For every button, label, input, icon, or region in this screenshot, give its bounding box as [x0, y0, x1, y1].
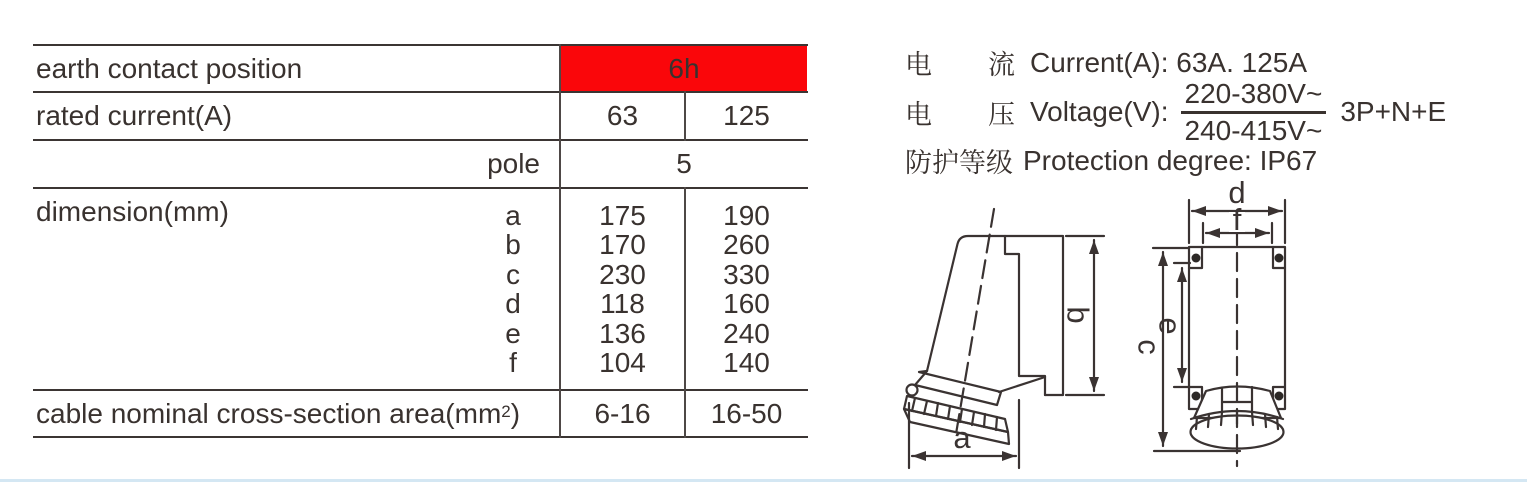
rated-current-label: rated current(A) [36, 100, 233, 131]
spec-protection-text: Protection degree: IP67 [1023, 144, 1318, 176]
dim-label-c: c [1131, 339, 1167, 355]
earth-contact-value-text: 6h [668, 52, 700, 84]
dimension-values-63 [561, 189, 684, 389]
dim-label-d: d [1228, 178, 1246, 210]
pole-configuration: 3P+N+E [1340, 96, 1447, 128]
dim-letter: f [509, 347, 517, 378]
screw-hole [1192, 254, 1201, 263]
earth-contact-value-6h [561, 46, 807, 91]
spec-voltage-line [905, 79, 1446, 146]
dim-value: 330 [723, 258, 770, 290]
cjk-char: 电 [905, 50, 932, 80]
dim-label-e: e [1152, 317, 1188, 335]
pole-value: 5 [676, 148, 692, 179]
dim-value: 260 [723, 229, 770, 260]
side-view-drawing [904, 209, 1104, 468]
dim-value: 240 [723, 317, 770, 349]
dim-label-f: f [1232, 202, 1242, 237]
earth-contact-label: earth contact position [36, 52, 303, 84]
spec-text-block [905, 40, 1505, 180]
cable-area-63: 6-16 [594, 397, 651, 429]
dim-value: 230 [599, 258, 646, 290]
dim-value: 160 [723, 288, 770, 319]
cjk-char: 流 [988, 50, 1015, 80]
cable-area-label-close: ) [510, 397, 521, 429]
screw-hole [1275, 392, 1284, 401]
dim-label-b: b [1060, 306, 1096, 324]
dim-letter: c [506, 258, 520, 290]
footer-divider [0, 479, 1527, 482]
dim-value: 175 [599, 199, 646, 231]
spec-protection-line [905, 141, 1317, 180]
dimension-label: dimension(mm) [36, 196, 229, 227]
cjk-char: 压 [988, 99, 1015, 130]
spec-current-text: Current(A): 63A. 125A [1030, 46, 1308, 78]
dim-value: 170 [599, 229, 646, 260]
screw-hole [1275, 254, 1284, 263]
pole-label: pole [487, 148, 540, 179]
dim-letter: e [505, 317, 521, 349]
spec-current-cjk [905, 43, 1015, 82]
dim-value: 118 [600, 288, 645, 319]
technical-drawings [880, 178, 1330, 478]
dimension-values-125 [686, 189, 807, 389]
dim-value: 140 [723, 347, 770, 378]
spec-current-line [905, 43, 1307, 82]
dim-value: 136 [599, 317, 646, 349]
dim-value: 190 [723, 199, 770, 231]
dim-letter: b [505, 229, 521, 260]
dim-value: 104 [599, 347, 646, 378]
voltage-range-top: 220-380V~ [1181, 79, 1327, 114]
rated-current-63: 63 [606, 100, 639, 131]
spec-protection-cjk: 防护等级 [905, 148, 1013, 178]
voltage-range-bottom: 240-415V~ [1184, 115, 1323, 147]
dim-letter: a [505, 199, 521, 231]
table-rule [33, 436, 808, 438]
cable-area-125: 16-50 [710, 397, 783, 429]
spec-voltage-cjk [905, 93, 1015, 132]
rated-current-125: 125 [723, 100, 770, 131]
dim-label-a: a [953, 420, 971, 455]
dimension-letters [458, 189, 568, 389]
screw-hole [1192, 392, 1201, 401]
cable-area-label: cable nominal cross-section area(mm $^2$ ) [36, 397, 521, 429]
cable-area-label-text: cable nominal cross-section area(mm [36, 397, 502, 429]
voltage-fraction [1181, 79, 1327, 146]
dim-letter: d [505, 288, 521, 319]
cjk-char: 电 [905, 99, 932, 130]
spec-voltage-text: Voltage(V): [1030, 96, 1169, 128]
